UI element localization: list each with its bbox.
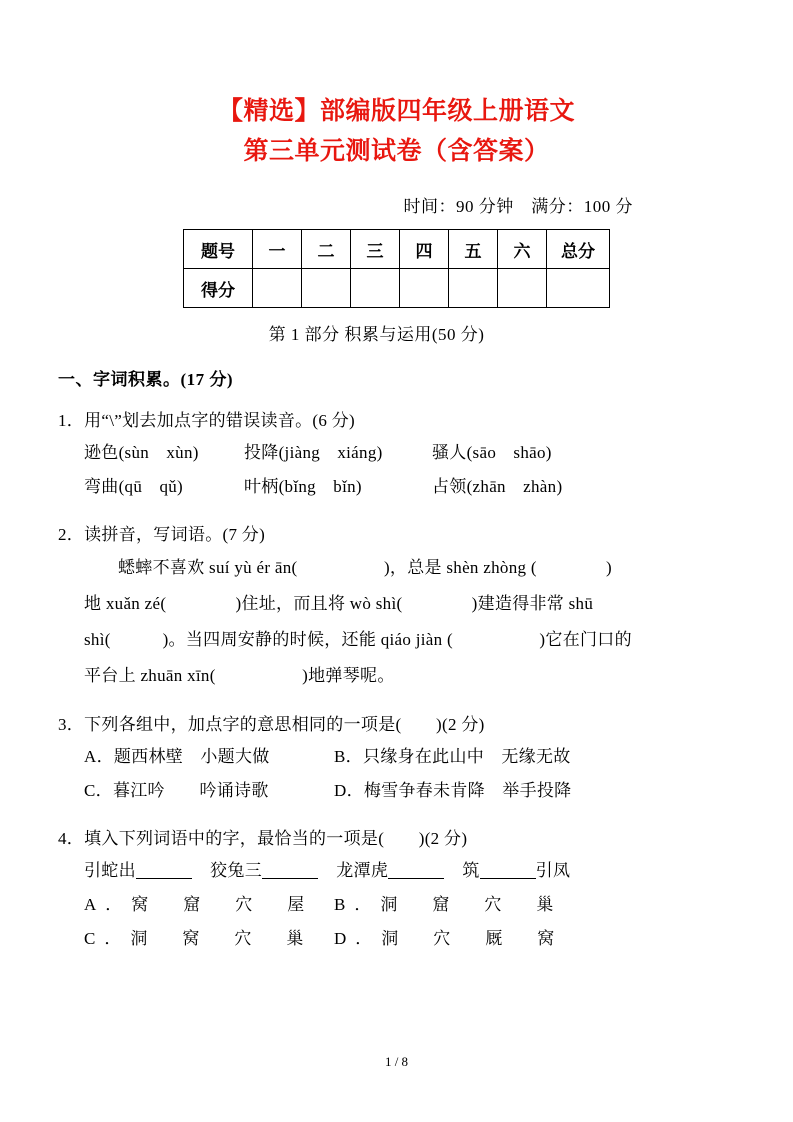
question-2-line-1-text: 蟋蟀不喜欢 suí yù ér ān( )，总是 shèn zhòng ( )	[118, 558, 612, 577]
question-3-stem: 3．下列各组中，加点字的意思相同的一项是( )(2 分)	[58, 715, 485, 734]
fill-blank-2[interactable]	[262, 878, 318, 879]
question-3	[58, 710, 735, 808]
question-4-option-c[interactable]: C．洞 窝 穴 巢	[84, 929, 313, 948]
question-4-fill-line	[84, 854, 735, 888]
section-heading-1: 一、字词积累。(17 分)	[58, 370, 234, 389]
document-title	[58, 92, 735, 172]
fill-item-4: 筑	[462, 861, 480, 880]
question-1	[58, 406, 735, 504]
pinyin-item: 逊色(sùn xùn)	[84, 443, 199, 462]
pinyin-item: 占领(zhān zhàn)	[432, 477, 563, 496]
question-3-option-a[interactable]: A．题西林壁 小题大做	[84, 747, 270, 766]
fill-blank-1[interactable]	[136, 878, 192, 879]
question-3-options-row-2	[84, 774, 735, 808]
question-4	[58, 824, 735, 956]
page-footer: 1 / 8	[384, 1054, 409, 1069]
fill-item-3: 龙潭虎	[336, 861, 389, 880]
question-1-row-1	[84, 436, 735, 470]
score-table-cell[interactable]	[449, 269, 498, 308]
score-table	[183, 229, 610, 308]
score-table-cell[interactable]	[400, 269, 449, 308]
question-2-line-4: 平台上 zhuān xīn( )地弹琴呢。	[84, 666, 395, 685]
part-title: 第 1 部分 积累与运用(50 分)	[268, 325, 485, 344]
score-table-cell: 三	[351, 230, 400, 269]
question-3-option-b[interactable]: B．只缘身在此山中 无缘无故	[334, 747, 571, 766]
score-table-cell[interactable]	[547, 269, 610, 308]
fill-item-1: 引蛇出	[84, 861, 136, 880]
pinyin-item: 投降(jiàng xiáng)	[244, 443, 383, 462]
title-line-2: 第三单元测试卷（含答案）	[243, 138, 550, 165]
table-row	[184, 269, 610, 308]
question-4-option-d[interactable]: D．洞 穴 厩 窝	[334, 929, 564, 948]
table-row	[184, 230, 610, 269]
score-table-wrap	[58, 229, 735, 308]
score-table-cell[interactable]	[498, 269, 547, 308]
pinyin-item: 弯曲(qū qǔ)	[84, 477, 184, 496]
score-table-cell: 题号	[184, 230, 253, 269]
score-table-cell: 二	[302, 230, 351, 269]
fill-blank-4[interactable]	[480, 878, 536, 879]
fill-blank-3[interactable]	[388, 878, 444, 879]
question-2-body	[84, 550, 735, 694]
question-3-option-d[interactable]: D．梅雪争春未肯降 举手投降	[334, 781, 572, 800]
score-table-cell[interactable]	[351, 269, 400, 308]
score-table-cell: 得分	[184, 269, 253, 308]
question-2-line-1	[84, 550, 735, 586]
score-table-cell: 五	[449, 230, 498, 269]
pinyin-item: 叶柄(bǐng bǐn)	[244, 477, 362, 496]
score-table-cell: 六	[498, 230, 547, 269]
score-table-cell: 一	[253, 230, 302, 269]
question-1-stem: 1．用“\”划去加点字的错误读音。(6 分)	[58, 411, 355, 430]
question-3-option-c[interactable]: C．暮江吟 吟诵诗歌	[84, 781, 269, 800]
question-4-option-a[interactable]: A．窝 窟 穴 屋	[84, 895, 314, 914]
exam-meta: 时间：90 分钟 满分：100 分	[403, 197, 633, 216]
question-3-options-row-1	[84, 740, 735, 774]
score-table-cell[interactable]	[302, 269, 351, 308]
question-4-options-row-2	[84, 922, 735, 956]
question-4-stem: 4．填入下列词语中的字，最恰当的一项是( )(2 分)	[58, 829, 468, 848]
question-4-options-row-1	[84, 888, 735, 922]
pinyin-item: 骚人(sāo shāo)	[432, 443, 552, 462]
fill-item-2: 狡兔三	[210, 861, 263, 880]
question-1-row-2	[84, 470, 735, 504]
question-2-line-2: 地 xuǎn zé( )住址，而且将 wò shì( )建造得非常 shū	[84, 594, 594, 613]
question-4-option-b[interactable]: B．洞 窟 穴 巢	[334, 895, 563, 914]
score-table-cell: 总分	[547, 230, 610, 269]
question-2	[58, 520, 735, 694]
question-2-line-3: shì( )。当四周安静的时候，还能 qiáo jiàn ( )它在门口的	[84, 630, 632, 649]
score-table-cell[interactable]	[253, 269, 302, 308]
score-table-cell: 四	[400, 230, 449, 269]
question-2-stem: 2．读拼音，写词语。(7 分)	[58, 525, 266, 544]
title-line-1: 【精选】部编版四年级上册语文	[217, 98, 575, 125]
fill-item-5: 引凤	[535, 861, 571, 880]
